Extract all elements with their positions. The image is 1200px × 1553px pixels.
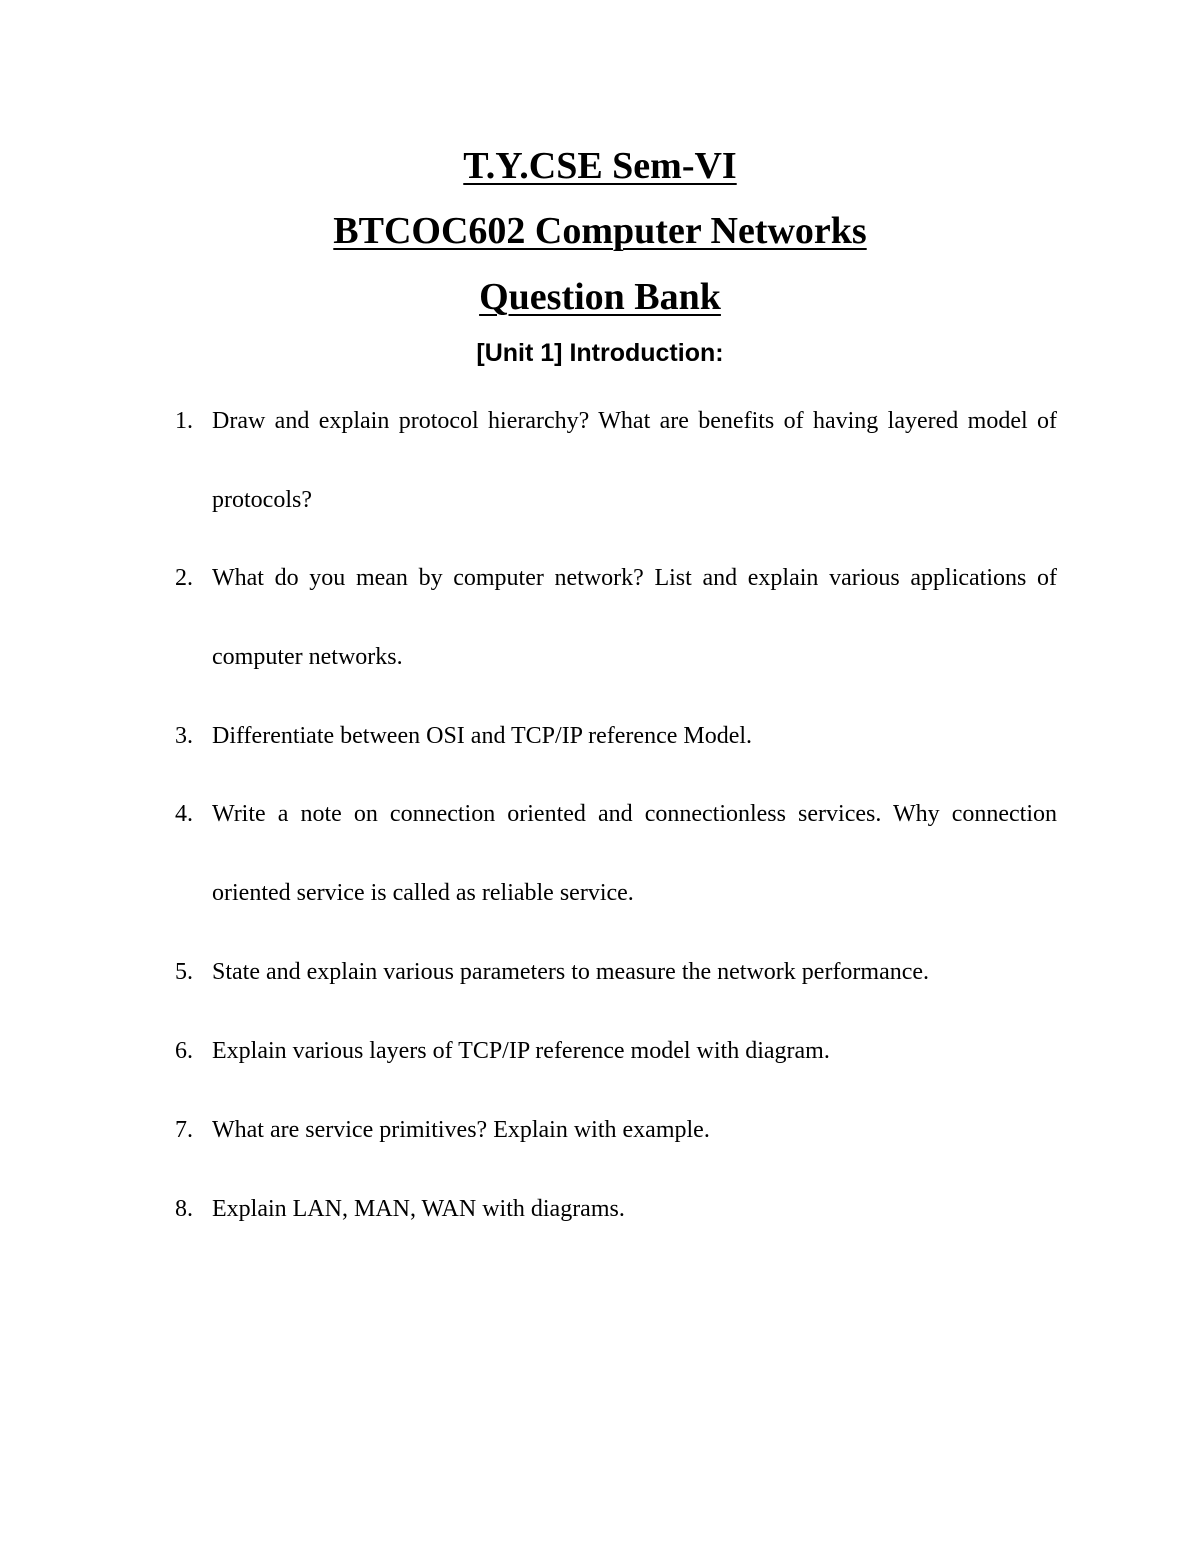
question-number: 3. [175,723,193,749]
question-number: 5. [175,959,193,985]
question-number: 4. [175,801,193,827]
question-item [175,539,1057,697]
unit-heading: [Unit 1] Introduction: [476,339,724,367]
question-list [175,402,1057,1268]
question-text: What do you mean by computer network? List and explain various applications of computer networks. [212,565,1057,670]
question-item [175,775,1057,933]
question-item [175,716,1057,756]
question-text: State and explain various parameters to measure the network performance. [212,959,930,985]
question-text: Draw and explain protocol hierarchy? What are benefits of having layered model of protocols? [212,408,1057,513]
question-item [175,1189,1057,1229]
question-item [175,1110,1057,1150]
question-item [175,1031,1057,1071]
question-item [175,382,1057,540]
question-text: Explain LAN, MAN, WAN with diagrams. [212,1196,625,1222]
question-text: Write a note on connection oriented and connectionless services. Why connection oriented service is called as reliable service. [212,801,1057,906]
question-text: Explain various layers of TCP/IP reference model with diagram. [212,1038,830,1064]
question-number: 1. [175,408,193,434]
title-class-semester: T.Y.CSE Sem-VI [463,145,737,187]
question-number: 6. [175,1038,193,1064]
title-question-bank: Question Bank [479,276,721,318]
question-number: 8. [175,1196,193,1222]
question-number: 2. [175,565,193,591]
question-number: 7. [175,1117,193,1143]
title-course: BTCOC602 Computer Networks [333,210,867,252]
question-text: What are service primitives? Explain with example. [212,1117,710,1143]
question-text: Differentiate between OSI and TCP/IP reference Model. [212,723,753,749]
question-item [175,952,1057,992]
